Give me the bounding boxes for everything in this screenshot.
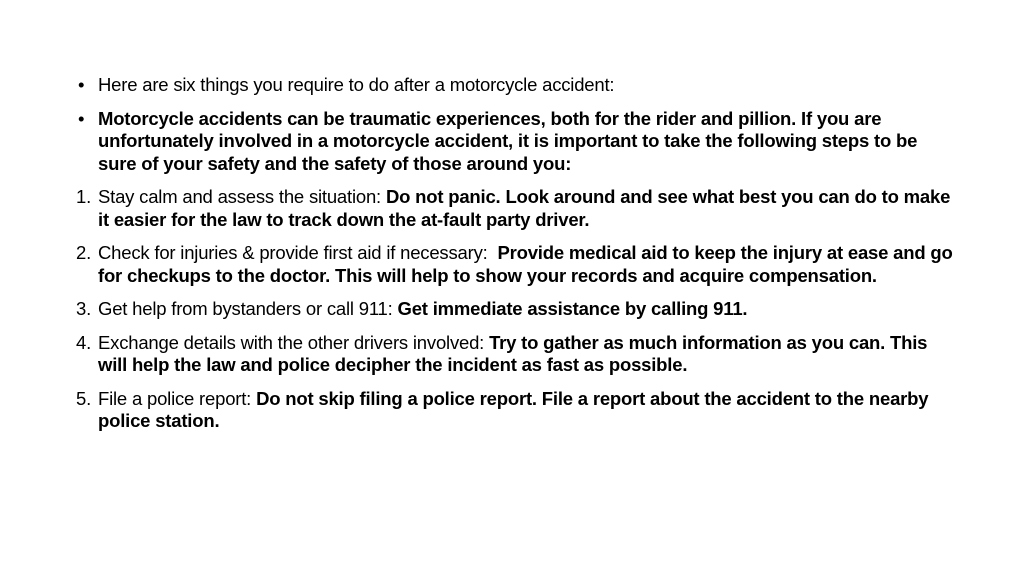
- bullet-marker: •: [78, 74, 85, 95]
- step-number: 1.: [76, 186, 92, 207]
- bullet-intro-text: Here are six things you require to do after a motorcycle accident:: [98, 74, 615, 95]
- step-body: Do not panic. Look around and see what best you can do to make it easier for the law to track down the at-fault party driver.: [98, 186, 951, 230]
- step-lead: Stay calm and assess the situation:: [98, 186, 386, 207]
- bullet-intro: [78, 74, 958, 97]
- step-body: Do not skip filing a police report. File a report about the accident to the nearby police station.: [98, 387, 929, 431]
- step-lead: Get help from bystanders or call 911:: [98, 298, 398, 319]
- bullet-marker: •: [78, 107, 85, 129]
- step-4: [78, 332, 958, 377]
- step-2: [78, 242, 958, 287]
- step-body: Try to gather as much information as you can. This will help the law and police decipher the incident as fast as possible.: [98, 331, 928, 375]
- step-5: [78, 388, 958, 433]
- step-number: 5.: [76, 387, 92, 409]
- slide-content: [78, 74, 958, 444]
- step-number: 3.: [76, 298, 92, 319]
- step-1: [78, 186, 958, 231]
- step-body: Get immediate assistance by calling 911.: [397, 298, 748, 319]
- step-number: 4.: [76, 331, 92, 353]
- step-body: Provide medical aid to keep the injury at ease and go for checkups to the doctor. This will help to show your records and acquire compensation.: [98, 242, 953, 286]
- step-3: [78, 298, 958, 321]
- step-number: 2.: [76, 242, 92, 263]
- step-lead: File a police report:: [98, 387, 257, 409]
- step-lead: Check for injuries & provide first aid if necessary:: [98, 242, 498, 263]
- bullet-context-text: Motorcycle accidents can be traumatic experiences, both for the rider and pillion. If you are unfortunately involved in a motorcycle accident, it is important to take the following steps to be sure of your safety and the safety of those around you:: [98, 107, 918, 174]
- bullet-context: [78, 108, 958, 176]
- step-lead: Exchange details with the other drivers involved:: [98, 331, 490, 353]
